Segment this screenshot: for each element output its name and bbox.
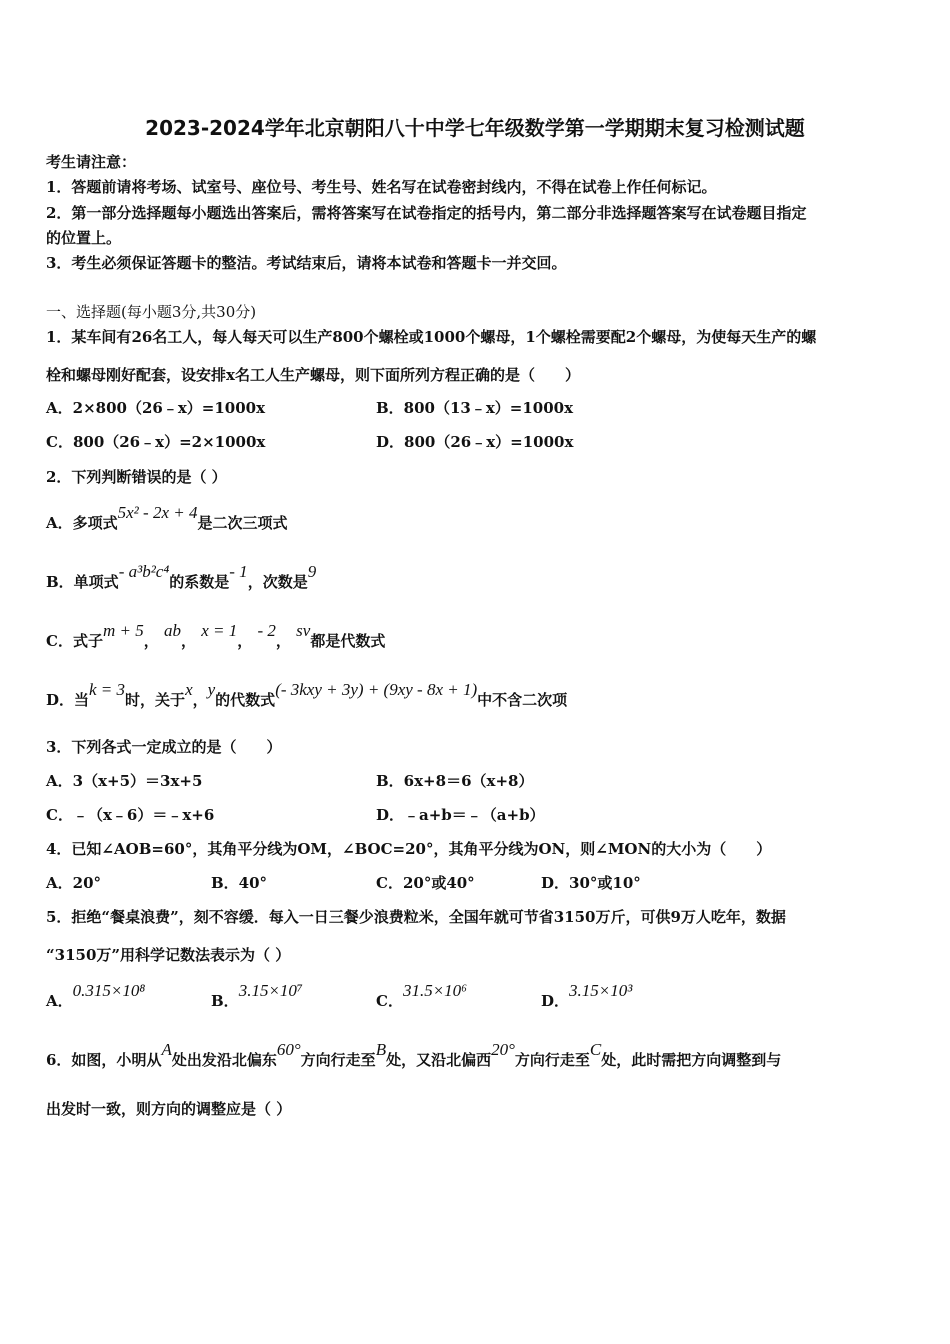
q2-b-degree: 9	[307, 562, 317, 581]
q2-option-b	[46, 562, 317, 592]
q4-option-d: D．30°或10°	[541, 874, 641, 892]
q5-option-c: C．31.5×10⁶	[376, 981, 468, 1010]
q2-d-label: D．当	[46, 691, 90, 709]
q6-angle-2: 20°	[491, 1040, 515, 1059]
q2-c-expr1: m + 5	[102, 621, 144, 640]
q2-d-k: k = 3	[89, 680, 126, 699]
q2-stem: 2．下列判断错误的是（ ）	[46, 468, 227, 486]
q4-option-a: A．20°	[46, 874, 102, 892]
q2-c-label: C．式子	[46, 632, 103, 650]
q2-c-expr5: sv	[296, 621, 311, 640]
q4-option-c: C．20°或40°	[376, 874, 475, 892]
q2-b-coef: - 1	[229, 562, 248, 581]
q6-point-a: A	[161, 1040, 172, 1059]
q5-c-math: 31.5×10⁶	[402, 981, 468, 1000]
q2-d-tail: 中不含二次项	[477, 691, 568, 709]
q3-option-c: C．﹣（x﹣6）＝﹣x+6	[46, 806, 215, 824]
q3-option-d: D．﹣a+b＝﹣（a+b）	[376, 806, 545, 824]
notice-item-1: 1．答题前请将考场、试室号、座位号、考生号、姓名写在试卷密封线内，不得在试卷上作任何标记。	[46, 178, 717, 196]
q3-option-a: A．3（x+5）＝3x+5	[46, 772, 203, 790]
notice-item-3: 3．考生必须保证答题卡的整洁。考试结束后，请将本试卷和答题卡一并交回。	[46, 254, 567, 272]
q2-b-mid: 的系数是	[169, 573, 230, 591]
q2-option-a	[46, 503, 288, 533]
q6-point-b: B	[375, 1040, 387, 1059]
q2-c-expr4: - 2	[257, 621, 276, 640]
q1-option-b: B．800（13﹣x）=1000x	[376, 399, 574, 417]
page-title: 2023-2024学年北京朝阳八十中学七年级数学第一学期期末复习检测试题	[145, 116, 805, 140]
q6-point-c: C	[589, 1040, 602, 1059]
q2-c-expr3: x = 1	[201, 621, 238, 640]
q2-d-expression: (- 3kxy + 3y) + (9xy - 8x + 1)	[275, 680, 478, 699]
notice-heading: 考生请注意：	[46, 153, 137, 171]
q2-c-expr2: ab	[163, 621, 181, 640]
q2-option-c: C．式子m + 5， ab， x = 1， - 2， sv都是代数式	[46, 621, 386, 650]
q6-stem-line1: 6．如图，小明从A处出发沿北偏东60°方向行走至B处，又沿北偏西20°方向行走至C处，此时需把方向调整到与	[46, 1040, 782, 1069]
q2-a-tail: 是二次三项式	[197, 514, 288, 532]
q4-option-b: B．40°	[211, 874, 268, 892]
q2-b-label: B．单项式	[46, 573, 119, 591]
q2-b-mid2: ，次数是	[247, 573, 308, 591]
q5-option-b: B．3.15×10⁷	[211, 981, 303, 1010]
q5-option-a: A．0.315×10⁸	[46, 981, 146, 1010]
q2-a-label: A．多项式	[46, 514, 118, 532]
q6-angle-1: 60°	[276, 1040, 301, 1059]
notice-item-2-cont: 的位置上。	[46, 229, 122, 247]
q1-option-d: D．800（26﹣x）=1000x	[376, 433, 574, 451]
q5-stem-line1: 5．拒绝“餐桌浪费”，刻不容缓．每入一日三餐少浪费粒米，全国年就可节省3150万斤，可供9万人吃年，数据	[46, 908, 786, 926]
q1-stem-line1: 1．某车间有26名工人，每人每天可以生产800个螺栓或1000个螺母，1个螺栓需要配2个螺母，为使每天生产的螺	[46, 328, 817, 346]
q1-stem-line2: 栓和螺母刚好配套，设安排x名工人生产螺母，则下面所列方程正确的是（ ）	[46, 366, 580, 384]
q5-d-math: 3.15×10³	[569, 981, 633, 1000]
q2-b-math: - a³b²c⁴	[118, 562, 170, 581]
q5-a-math: 0.315×10⁸	[72, 981, 146, 1000]
q5-b-math: 3.15×10⁷	[238, 981, 303, 1000]
q3-stem: 3．下列各式一定成立的是（ ）	[46, 738, 282, 756]
q1-option-a: A．2×800（26﹣x）=1000x	[46, 399, 266, 417]
q5-option-d: D．3.15×10³	[541, 981, 633, 1010]
q2-option-d: D．当k = 3时，关于x，y的代数式(- 3kxy + 3y) + (9xy - 8x + 1)中不含二次项	[46, 680, 568, 709]
notice-item-2: 2．第一部分选择题每小题选出答案后，需将答案写在试卷指定的括号内，第二部分非选择题答案写在试卷题目指定	[46, 204, 807, 222]
q2-c-tail: 都是代数式	[310, 632, 386, 650]
q2-a-math: 5x² - 2x + 4	[117, 503, 198, 522]
q6-stem-line2: 出发时一致，则方向的调整应是（ ）	[46, 1100, 292, 1118]
q1-option-c: C．800（26﹣x）=2×1000x	[46, 433, 266, 451]
q3-option-b: B．6x+8＝6（x+8）	[376, 772, 534, 790]
section-heading: 一、选择题(每小题3分,共30分)	[46, 303, 257, 321]
q4-stem: 4．已知∠AOB=60°，其角平分线为OM，∠BOC=20°，其角平分线为ON，则∠MON的大小为（ ）	[46, 840, 772, 858]
q5-stem-line2: “3150万”用科学记数法表示为（ ）	[46, 946, 291, 964]
